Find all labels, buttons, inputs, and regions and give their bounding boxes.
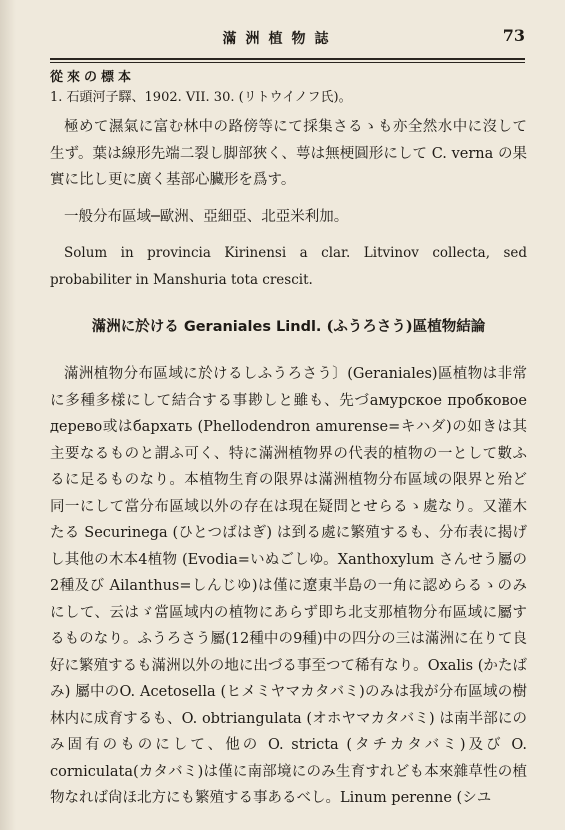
page-content bbox=[50, 68, 527, 812]
section-heading bbox=[50, 315, 527, 339]
latin-paragraph: Solum in provincia Kirinensi a clar. Litvinov collecta, sed probabiliter in Manshuria tota crescit. bbox=[50, 245, 527, 288]
section-heading-suffix: (ふうろさう)區植物結論 bbox=[326, 318, 486, 335]
specimen-record: 1. 石頭河子驛、1902. VII. 30. (リトウイノフ氏)。 bbox=[50, 90, 352, 105]
spacer bbox=[50, 194, 527, 204]
distribution-paragraph: 一般分布區域─歐洲、亞細亞、北亞米利加。 bbox=[64, 208, 349, 225]
conclusion-paragraph: 滿洲植物分布區域に於けるしふうろさう〕(Geraniales)區植物は非常に多種多樣にして結合する事尠しと雖も、先づамурское пробковое дерево或はбархать (Phellodendron amurense=キハダ)の如きは其主要なるものと謂ふ可く、特に滿洲植物界の代表的植物の一として數ふるに足るものなり。本植物生育の限界は滿洲植物分布區域の限界と殆ど同一にして當分布區域以外の存在は現在疑問とせらるゝ處なり。又灌木たる Securinega (ひとつばはぎ) は到る處に繁殖するも、分布表に揭げし其他の木本4植物 (Evodia=いぬごしゆ。Xanthoxylum さんせう屬の2種及び Ailanthus=しんじゆ)は僅に遼東半島の一角に認めらるゝのみにして、云はゞ當區域内の植物にあらず即ち北支那植物分布區域に屬するものなり。ふうろさう屬(12種中の9種)中の四分の三は滿洲に在りて良好に繁殖するも滿洲以外の地に出づる事至つて稀有なり。Oxalis (かたばみ) 屬中のO. Acetosella (ヒメミヤマカタバミ)のみは我が分布區域の樹林内に成育するも、O. obtriangulata (オホヤマカタバミ) は南半部にのみ固有のものにして、他の O. stricta (タチカタバミ)及び O. corniculata(カタバミ)は僅に南部境にのみ生育すれども本來雜草性の植物なれば尙ほ北方にも繁殖する事あるべし。Linum perenne (シユ bbox=[50, 366, 527, 806]
header-rule bbox=[50, 58, 525, 60]
header-rule-thin bbox=[50, 62, 525, 63]
section-heading-prefix: 滿洲に於ける bbox=[91, 318, 179, 335]
running-header-title: 滿洲植物誌 bbox=[222, 31, 338, 47]
page-number: 73 bbox=[502, 26, 525, 45]
latin-note bbox=[50, 240, 527, 293]
spacer bbox=[50, 230, 527, 240]
section-heading-latin: Geraniales Lindl. bbox=[183, 319, 322, 335]
specimens-subheading: 從來の標本 bbox=[50, 70, 136, 85]
description-paragraph: 極めて濕氣に富む林中の路傍等にて採集さるゝも亦全然水中に沒して生ず。葉は線形先端二裂し脚部狹く、萼は無梗圓形にして C. verna の果實に比し更に廣く基部心臟形を爲す。 bbox=[50, 119, 527, 188]
page-gutter-shadow bbox=[0, 0, 16, 830]
